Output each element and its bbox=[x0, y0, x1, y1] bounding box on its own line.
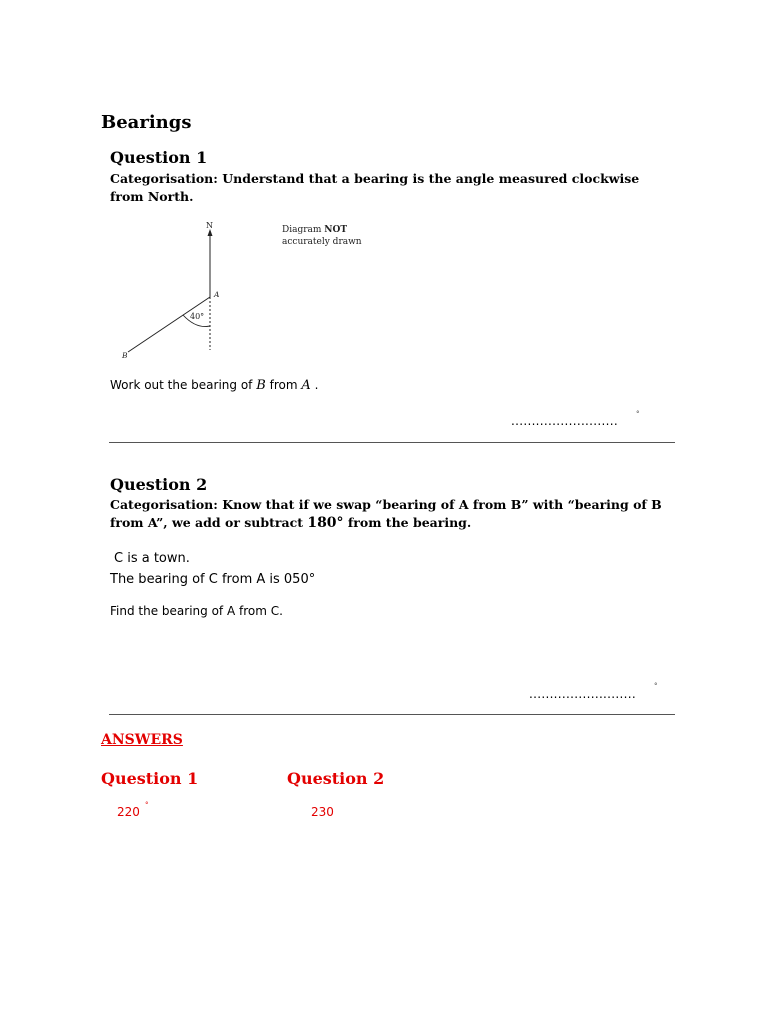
point-b-label: B bbox=[122, 351, 128, 360]
question-2-categorisation bbox=[110, 496, 665, 532]
question-1-categorisation: Categorisation: Understand that a bearing is the angle measured clockwise from North. bbox=[110, 171, 640, 204]
categorisation-part1: Categorisation: Know that if we swap “bearing of A from B” with “bearing of B from A”, we add or subtract bbox=[110, 497, 662, 530]
question-2-answer-unit: ° bbox=[654, 682, 658, 690]
north-arrow-icon bbox=[208, 229, 213, 236]
divider-1 bbox=[109, 442, 675, 443]
diagram-note-prefix: Diagram bbox=[282, 225, 325, 235]
diagram-note-line1 bbox=[282, 225, 347, 235]
prompt-end: . bbox=[314, 378, 319, 392]
question-1-heading: Question 1 bbox=[110, 148, 208, 167]
north-label: N bbox=[206, 221, 213, 230]
prompt-var-b: B bbox=[256, 378, 266, 393]
point-a-label: A bbox=[214, 290, 220, 299]
prompt-var-a: A bbox=[301, 378, 311, 393]
answers-question-1-heading: Question 1 bbox=[101, 769, 199, 788]
divider-2 bbox=[109, 714, 675, 715]
answers-question-1-unit: ° bbox=[145, 801, 149, 809]
categorisation-value: 180° bbox=[307, 515, 344, 531]
question-2-answer-dots: .......................... bbox=[529, 687, 636, 701]
question-2-heading: Question 2 bbox=[110, 475, 208, 494]
prompt-text: Work out the bearing of bbox=[110, 378, 253, 392]
answers-question-2-value: 230 bbox=[311, 805, 334, 819]
diagram-note-line2: accurately drawn bbox=[282, 237, 362, 247]
diagram-note-bold: NOT bbox=[324, 225, 348, 235]
question-1-answer-dots: .......................... bbox=[511, 414, 618, 428]
answers-question-1-value: 220 bbox=[117, 805, 140, 819]
page-title: Bearings bbox=[101, 112, 192, 133]
question-1-answer-unit: ° bbox=[636, 410, 640, 418]
question-2-line-1: C is a town. bbox=[114, 551, 190, 566]
angle-label: 40° bbox=[190, 312, 205, 321]
answers-heading: ANSWERS bbox=[101, 732, 183, 748]
question-2-line-3: Find the bearing of A from C. bbox=[110, 604, 283, 618]
question-2-line-2: The bearing of C from A is 050° bbox=[110, 572, 316, 587]
prompt-from: from bbox=[269, 378, 298, 392]
categorisation-part2: from the bearing. bbox=[347, 515, 472, 530]
answers-question-2-heading: Question 2 bbox=[287, 769, 385, 788]
line-a-to-b bbox=[128, 297, 210, 352]
question-1-prompt bbox=[110, 378, 318, 393]
bearing-diagram bbox=[110, 215, 380, 370]
